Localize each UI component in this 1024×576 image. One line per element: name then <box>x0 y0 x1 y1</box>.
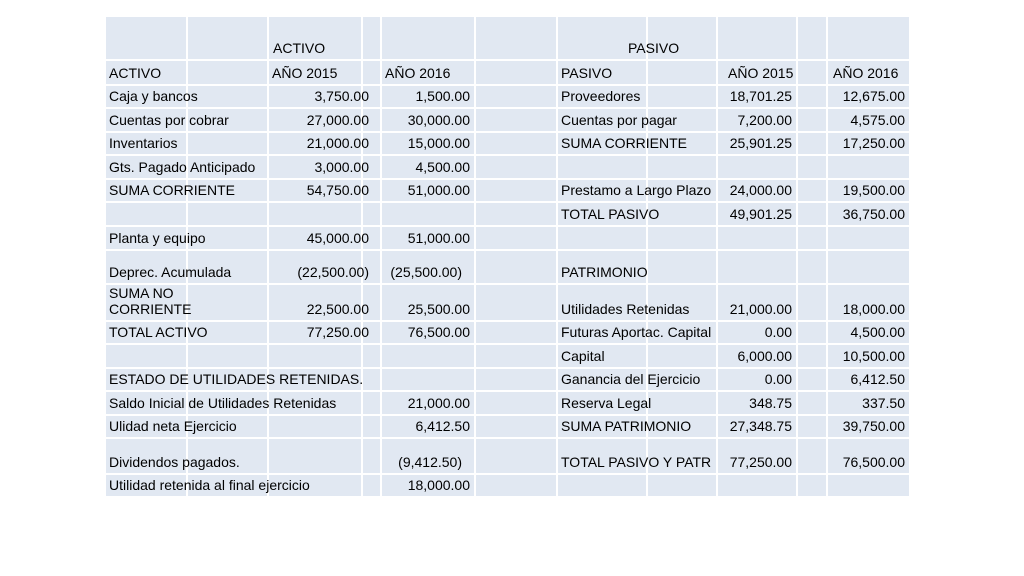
col-header-pasivo-2016: AÑO 2016 <box>833 65 899 81</box>
grid-cell <box>476 227 556 249</box>
pasivo-row-2015: 348.75 <box>749 395 792 411</box>
grid-cell <box>476 156 556 178</box>
activo-row-2016: 51,000.00 <box>407 182 470 198</box>
pasivo-section-title: PASIVO <box>628 40 680 56</box>
activo-row-2016: 15,000.00 <box>407 135 470 151</box>
pasivo-row-2016: 12,675.00 <box>842 88 905 104</box>
pasivo-row-2016: 337.50 <box>862 395 905 411</box>
pasivo-row-2015 <box>718 227 796 249</box>
activo-row-2015: 54,750.00 <box>306 182 369 198</box>
activo-row-label: Gts. Pagado Anticipado <box>109 159 256 175</box>
col-header-activo-2016: AÑO 2016 <box>385 65 451 81</box>
col-header-activo: ACTIVO <box>109 65 162 81</box>
pasivo-row-2015 <box>718 475 796 496</box>
grid-cell <box>476 203 556 225</box>
col-header-pasivo-2015: AÑO 2015 <box>728 65 794 81</box>
pasivo-row-2015: 18,701.25 <box>729 88 792 104</box>
pasivo-row-2016 <box>798 227 909 249</box>
grid-cell <box>476 369 556 390</box>
pasivo-row-label: TOTAL PASIVO <box>561 206 660 222</box>
activo-row-2015: 3,000.00 <box>314 159 369 175</box>
activo-row-2015 <box>269 345 373 367</box>
pasivo-row-label <box>558 475 716 496</box>
pasivo-row-label: PATRIMONIO <box>561 264 648 280</box>
pasivo-row-2016: 19,500.00 <box>842 182 905 198</box>
activo-row-2016: 51,000.00 <box>407 230 470 246</box>
pasivo-row-2016 <box>798 156 909 178</box>
activo-row-2015: 3,750.00 <box>314 88 369 104</box>
grid-cell <box>476 285 556 320</box>
pasivo-row-2015: 27,348.75 <box>729 418 792 434</box>
activo-row-2016: 4,500.00 <box>415 159 470 175</box>
pasivo-row-2015: 0.00 <box>764 371 792 387</box>
activo-row-2016: 25,500.00 <box>407 301 470 317</box>
activo-row-label: ESTADO DE UTILIDADES RETENIDAS. <box>109 371 364 387</box>
pasivo-row-label: Cuentas por pagar <box>561 112 677 128</box>
activo-row-label: Saldo Inicial de Utilidades Retenidas <box>109 395 337 411</box>
activo-row-2015 <box>269 439 373 473</box>
activo-row-2015: 21,000.00 <box>306 135 369 151</box>
activo-row-label: Dividendos pagados. <box>109 454 240 470</box>
activo-row-label: Deprec. Acumulada <box>109 264 232 280</box>
pasivo-row-2016: 17,250.00 <box>842 135 905 151</box>
pasivo-row-2015: 24,000.00 <box>729 182 792 198</box>
grid-cell <box>476 251 556 283</box>
activo-row-2015: 22,500.00 <box>306 301 369 317</box>
activo-row-label: SUMA NO CORRIENTE <box>109 285 192 317</box>
activo-row-2015: 45,000.00 <box>306 230 369 246</box>
activo-row-label <box>106 203 267 225</box>
activo-row-2016: 1,500.00 <box>415 88 470 104</box>
activo-row-2015 <box>269 392 373 414</box>
pasivo-row-label: Utilidades Retenidas <box>561 301 690 317</box>
pasivo-row-2015: 77,250.00 <box>729 454 792 470</box>
pasivo-row-label: Prestamo a Largo Plazo <box>561 182 712 198</box>
pasivo-row-label: Proveedores <box>561 88 641 104</box>
grid-cell <box>476 109 556 131</box>
grid-cell <box>476 17 556 59</box>
pasivo-row-label: TOTAL PASIVO Y PATR <box>561 454 712 470</box>
activo-row-2016 <box>363 203 474 225</box>
activo-row-label <box>106 345 267 367</box>
pasivo-row-label: SUMA CORRIENTE <box>561 135 688 151</box>
pasivo-row-2015: 21,000.00 <box>729 301 792 317</box>
grid-cell <box>476 180 556 201</box>
grid-cell <box>382 17 474 59</box>
balance-sheet-table <box>105 16 910 497</box>
activo-row-2016: (9,412.50) <box>398 454 462 470</box>
activo-row-2015 <box>269 475 373 496</box>
grid-cell <box>476 439 556 473</box>
grid-cell <box>188 61 267 84</box>
activo-row-label: Inventarios <box>109 135 178 151</box>
pasivo-row-2016 <box>798 251 909 283</box>
grid-cell <box>106 17 186 59</box>
grid-cell <box>476 61 556 84</box>
activo-row-label: Cuentas por cobrar <box>109 112 229 128</box>
grid-cell <box>798 17 826 59</box>
pasivo-row-2016: 4,500.00 <box>850 324 905 340</box>
pasivo-row-2015: 6,000.00 <box>737 348 792 364</box>
activo-row-2015: 27,000.00 <box>306 112 369 128</box>
grid-cell <box>648 61 716 84</box>
grid-cell <box>476 475 556 496</box>
activo-row-2016: 21,000.00 <box>407 395 470 411</box>
activo-row-label: TOTAL ACTIVO <box>109 324 208 340</box>
activo-row-2016 <box>363 369 474 390</box>
pasivo-row-label: Ganancia del Ejercicio <box>561 371 701 387</box>
pasivo-row-2015: 49,901.25 <box>729 206 792 222</box>
activo-row-2016: 76,500.00 <box>407 324 470 340</box>
pasivo-row-label: Capital <box>561 348 605 364</box>
grid-cell <box>363 17 380 59</box>
activo-row-2015 <box>269 416 373 437</box>
pasivo-row-2015 <box>718 251 796 283</box>
activo-row-2016: 18,000.00 <box>407 477 470 493</box>
pasivo-row-2016: 4,575.00 <box>850 112 905 128</box>
activo-row-2015 <box>269 203 373 225</box>
activo-row-2016: 6,412.50 <box>415 418 470 434</box>
pasivo-row-2016: 6,412.50 <box>850 371 905 387</box>
grid-cell <box>476 322 556 343</box>
pasivo-row-label: Reserva Legal <box>561 395 652 411</box>
col-header-activo-2015: AÑO 2015 <box>272 65 338 81</box>
grid-cell <box>476 345 556 367</box>
pasivo-row-2016: 10,500.00 <box>842 348 905 364</box>
pasivo-row-2015: 0.00 <box>764 324 792 340</box>
pasivo-row-label <box>558 156 716 178</box>
pasivo-row-label <box>558 227 716 249</box>
activo-row-2015: 77,250.00 <box>306 324 369 340</box>
pasivo-row-label: SUMA PATRIMONIO <box>561 418 692 434</box>
grid-cell <box>828 17 909 59</box>
pasivo-row-2016: 76,500.00 <box>842 454 905 470</box>
grid-cell <box>476 133 556 154</box>
pasivo-row-2016: 18,000.00 <box>842 301 905 317</box>
activo-row-label: Ulidad neta Ejercicio <box>109 418 237 434</box>
activo-row-label: Utilidad retenida al final ejercicio <box>109 477 310 493</box>
pasivo-row-2015: 25,901.25 <box>729 135 792 151</box>
activo-row-2016 <box>363 345 474 367</box>
activo-section-title: ACTIVO <box>273 40 326 56</box>
col-header-pasivo: PASIVO <box>561 65 613 81</box>
activo-row-2015 <box>269 369 373 390</box>
pasivo-row-2015: 7,200.00 <box>737 112 792 128</box>
pasivo-row-label: Futuras Aportac. Capital <box>561 324 712 340</box>
activo-row-label: SUMA CORRIENTE <box>109 182 236 198</box>
activo-row-label: Planta y equipo <box>109 230 206 246</box>
pasivo-row-2016: 36,750.00 <box>842 206 905 222</box>
pasivo-row-2016: 39,750.00 <box>842 418 905 434</box>
activo-row-label: Caja y bancos <box>109 88 198 104</box>
grid-cell <box>188 285 267 320</box>
pasivo-row-2016 <box>798 475 909 496</box>
activo-row-2015: (22,500.00) <box>297 264 369 280</box>
activo-row-2016: (25,500.00) <box>390 264 462 280</box>
grid-cell <box>476 416 556 437</box>
grid-cell <box>476 86 556 107</box>
activo-row-2016: 30,000.00 <box>407 112 470 128</box>
grid-cell <box>476 392 556 414</box>
pasivo-row-2015 <box>718 156 796 178</box>
